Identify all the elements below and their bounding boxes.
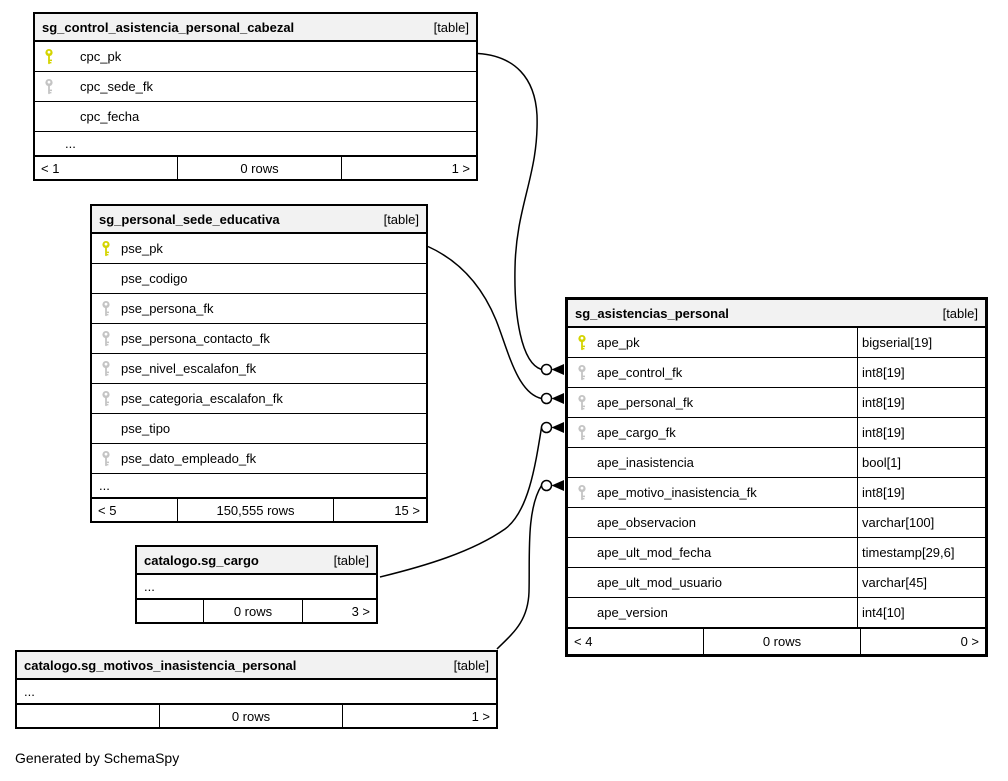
ellipsis-row (17, 680, 496, 703)
table-header[interactable] (568, 300, 985, 328)
column-row (92, 443, 426, 473)
arrowhead-icon (552, 364, 565, 375)
column-row (568, 447, 985, 477)
column-name: cpc_sede_fk (80, 79, 153, 94)
cardinality-circle-icon (542, 423, 552, 433)
column-name: pse_persona_contacto_fk (121, 331, 270, 346)
column-name: pse_dato_empleado_fk (121, 451, 257, 466)
column-row (35, 101, 476, 131)
column-name: cpc_fecha (80, 109, 140, 124)
table-sg_asistencias_personal (565, 297, 988, 657)
table-footer (568, 627, 985, 654)
table-type-tag: [table] (433, 19, 469, 35)
footer-prev-count: < 4 (574, 634, 593, 649)
foreign-key-icon (100, 390, 114, 407)
footer-next-count: 3 > (302, 600, 376, 622)
column-type: int8[19] (857, 418, 985, 447)
primary-key-icon (576, 334, 590, 351)
cardinality-circle-icon (542, 394, 552, 404)
table-footer (17, 703, 496, 727)
table-type-tag: [table] (942, 305, 978, 321)
footer-next-count: 15 > (333, 499, 426, 521)
table-title[interactable]: catalogo.sg_cargo (144, 552, 259, 568)
column-name: pse_pk (121, 241, 163, 256)
column-row (568, 387, 985, 417)
table-title[interactable]: catalogo.sg_motivos_inasistencia_personal (24, 657, 297, 673)
column-row (92, 293, 426, 323)
column-type: int4[10] (857, 598, 985, 627)
cardinality-circle-icon (542, 481, 552, 491)
table-footer (92, 497, 426, 521)
primary-key-icon (100, 240, 114, 257)
footer-prev-count (137, 600, 203, 622)
ellipsis-label: ... (65, 136, 76, 151)
column-row (35, 71, 476, 101)
column-name: pse_tipo (121, 421, 171, 436)
wire-cpc_pk-ape_control_fk (478, 54, 564, 376)
column-row (568, 537, 985, 567)
column-type: varchar[100] (857, 508, 985, 537)
ellipsis-row (35, 131, 476, 155)
table-header[interactable] (17, 652, 496, 680)
foreign-key-icon (576, 484, 590, 501)
table-title[interactable]: sg_personal_sede_educativa (99, 211, 280, 227)
footer-row-count: 0 rows (703, 629, 860, 654)
table-header[interactable] (35, 14, 476, 42)
column-row (92, 353, 426, 383)
footer-row-count: 0 rows (159, 705, 342, 727)
column-row (568, 417, 985, 447)
column-row (568, 357, 985, 387)
column-row (568, 597, 985, 627)
footer-row-count: 0 rows (177, 157, 341, 179)
ellipsis-label: ... (99, 478, 110, 493)
foreign-key-icon (43, 78, 57, 95)
column-row (92, 323, 426, 353)
wire-pse_pk-ape_personal_fk (428, 247, 564, 405)
table-catalogo-sg_cargo (135, 545, 378, 624)
foreign-key-icon (100, 450, 114, 467)
column-name: ape_version (597, 605, 668, 620)
foreign-key-icon (576, 424, 590, 441)
foreign-key-icon (100, 330, 114, 347)
column-name: ape_cargo_fk (597, 425, 676, 440)
column-type: int8[19] (857, 388, 985, 417)
column-row (568, 507, 985, 537)
column-name: pse_persona_fk (121, 301, 214, 316)
column-name: pse_nivel_escalafon_fk (121, 361, 257, 376)
wire-sg_motivos-ape_motivo_inasistencia_fk (497, 480, 564, 649)
column-row (568, 328, 985, 357)
table-title[interactable]: sg_asistencias_personal (575, 305, 729, 321)
column-type: int8[19] (857, 358, 985, 387)
column-type: timestamp[29,6] (857, 538, 985, 567)
column-name: pse_categoria_escalafon_fk (121, 391, 283, 406)
table-footer (137, 598, 376, 622)
footer-prev-count: < 5 (98, 502, 117, 518)
table-type-tag: [table] (453, 657, 489, 673)
table-header[interactable] (137, 547, 376, 575)
footer-next-count: 1 > (342, 705, 496, 727)
table-catalogo-sg_motivos_inasistencia_personal (15, 650, 498, 729)
ellipsis-row (137, 575, 376, 598)
foreign-key-icon (576, 394, 590, 411)
ellipsis-label: ... (24, 684, 35, 699)
column-name: ape_control_fk (597, 365, 683, 380)
footer-row-count: 150,555 rows (177, 499, 333, 521)
column-row (568, 477, 985, 507)
footer-prev-count: < 1 (41, 160, 60, 176)
table-type-tag: [table] (333, 552, 369, 568)
column-type: bigserial[19] (857, 328, 985, 357)
ellipsis-row (92, 473, 426, 497)
column-name: cpc_pk (80, 49, 122, 64)
table-sg_personal_sede_educativa (90, 204, 428, 523)
table-footer (35, 155, 476, 179)
column-row (92, 413, 426, 443)
foreign-key-icon (576, 364, 590, 381)
column-name: ape_observacion (597, 515, 697, 530)
column-name: ape_motivo_inasistencia_fk (597, 485, 757, 500)
column-row (568, 567, 985, 597)
column-name: ape_ult_mod_fecha (597, 545, 712, 560)
primary-key-icon (43, 48, 57, 65)
table-type-tag: [table] (383, 211, 419, 227)
footer-next-count: 0 > (860, 629, 985, 654)
table-header[interactable] (92, 206, 426, 234)
arrowhead-icon (552, 480, 565, 491)
table-title[interactable]: sg_control_asistencia_personal_cabezal (42, 19, 295, 35)
column-type: bool[1] (857, 448, 985, 477)
generated-by-label: Generated by SchemaSpy (15, 750, 180, 766)
foreign-key-icon (100, 300, 114, 317)
column-row (92, 263, 426, 293)
footer-next-count: 1 > (341, 157, 476, 179)
arrowhead-icon (552, 422, 565, 433)
column-row (35, 42, 476, 71)
footer-prev-count (17, 705, 159, 727)
column-row (92, 234, 426, 263)
column-name: ape_inasistencia (597, 455, 694, 470)
column-name: ape_personal_fk (597, 395, 694, 410)
column-row (92, 383, 426, 413)
column-type: int8[19] (857, 478, 985, 507)
footer-row-count: 0 rows (203, 600, 302, 622)
column-name: ape_ult_mod_usuario (597, 575, 723, 590)
cardinality-circle-icon (542, 365, 552, 375)
column-name: ape_pk (597, 335, 640, 350)
ellipsis-label: ... (144, 579, 155, 594)
column-type: varchar[45] (857, 568, 985, 597)
column-name: pse_codigo (121, 271, 188, 286)
table-sg_control_asistencia_personal_cabezal (33, 12, 478, 181)
arrowhead-icon (552, 393, 565, 404)
foreign-key-icon (100, 360, 114, 377)
